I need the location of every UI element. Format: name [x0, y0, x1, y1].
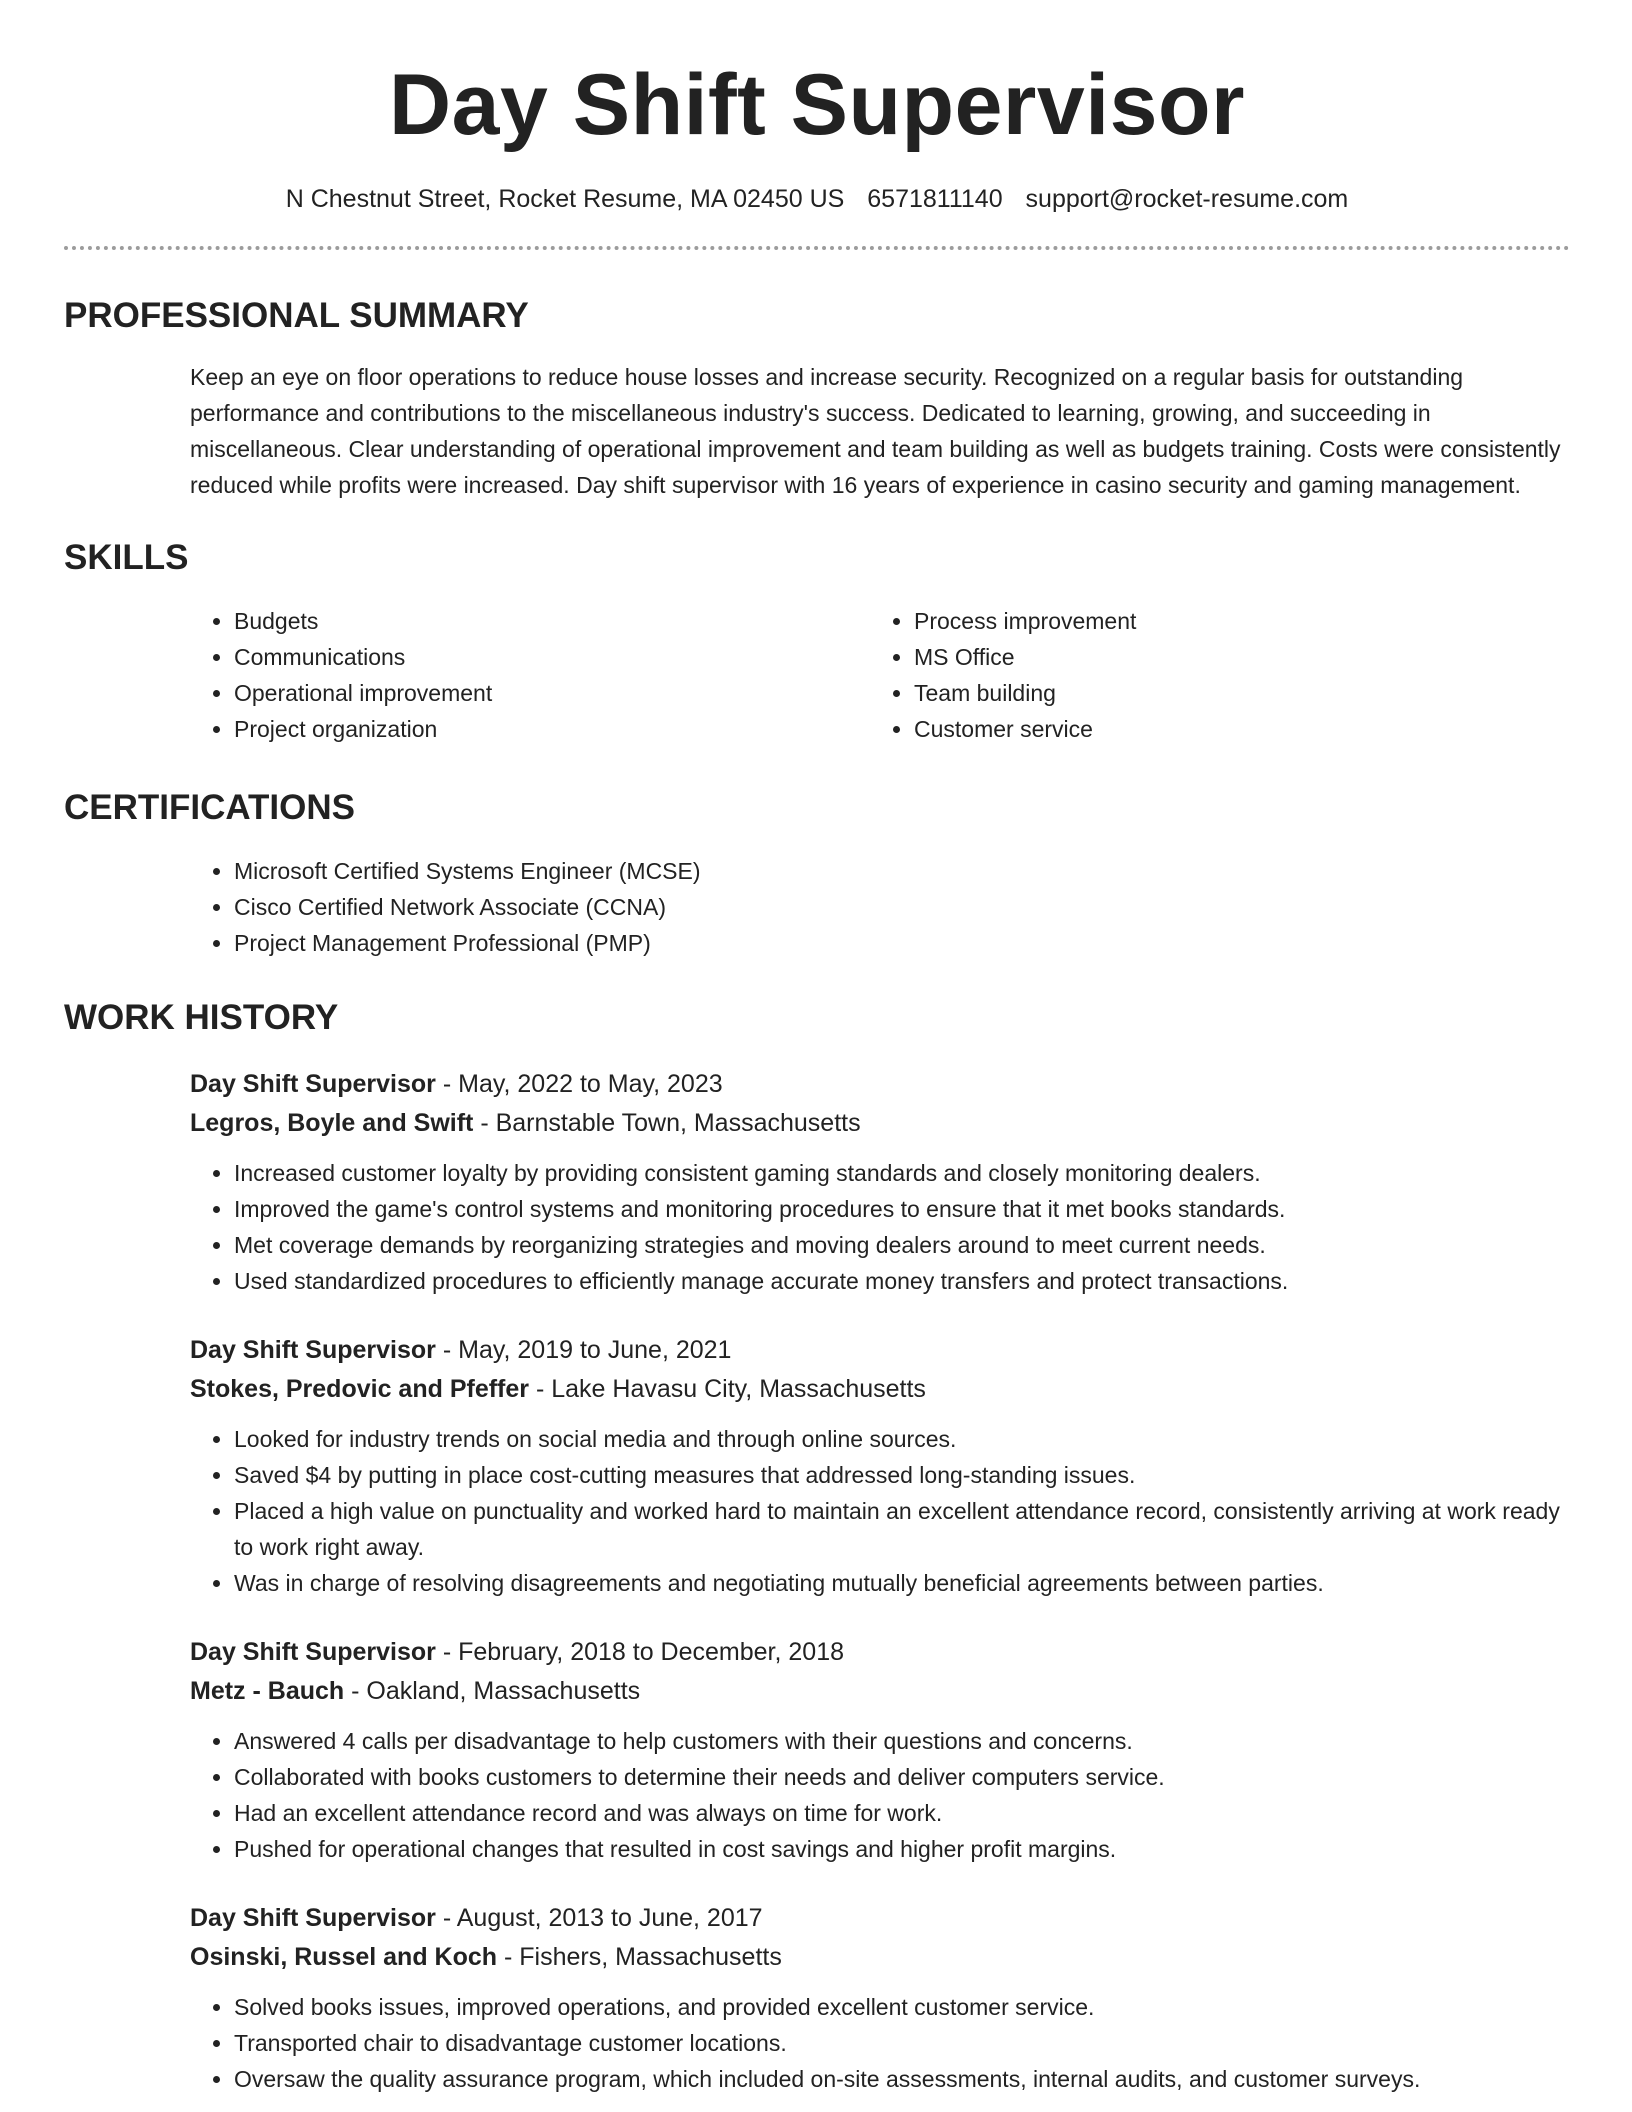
- skills-section: [64, 537, 1570, 747]
- certification-item: • Cisco Certified Network Associate (CCNA): [234, 889, 1570, 925]
- certification-item: • Microsoft Certified Systems Engineer (MCSE): [234, 853, 1570, 889]
- job-title: Day Shift Supervisor: [190, 1070, 436, 1098]
- job-location: - Fishers, Massachusetts: [497, 1943, 782, 1971]
- resume-page: [64, 0, 1570, 2097]
- job-bullet: • Placed a high value on punctuality and worked hard to maintain an excellent attendance record, consistently arriving at work ready to work right away.: [234, 1493, 1570, 1565]
- job-location: - Oakland, Massachusetts: [344, 1677, 641, 1705]
- job-company: Metz - Bauch: [190, 1677, 345, 1705]
- contact-address: N Chestnut Street, Rocket Resume, MA 02450 US: [285, 185, 845, 213]
- job-bullet: • Saved $4 by putting in place cost-cutting measures that addressed long-standing issues.: [234, 1457, 1570, 1493]
- job-dates: - May, 2019 to June, 2021: [435, 1336, 732, 1364]
- job-bullet: • Solved books issues, improved operations, and provided excellent customer service.: [234, 1989, 1570, 2025]
- skill-item: • Customer service: [914, 711, 1550, 747]
- job-bullet: • Increased customer loyalty by providing consistent gaming standards and closely monitoring dealers.: [234, 1155, 1570, 1191]
- skills-heading: SKILLS: [64, 538, 189, 577]
- job-company-line: [190, 1938, 1570, 1977]
- job-entry: [190, 1633, 1570, 1867]
- certifications-heading: CERTIFICATIONS: [64, 788, 356, 827]
- resume-name: Day Shift Supervisor: [389, 57, 1245, 153]
- job-company-line: [190, 1104, 1570, 1143]
- job-dates: - May, 2022 to May, 2023: [435, 1070, 723, 1098]
- contact-line: [64, 184, 1570, 214]
- job-bullet: • Answered 4 calls per disadvantage to help customers with their questions and concerns.: [234, 1723, 1570, 1759]
- skill-item: • Process improvement: [914, 603, 1550, 639]
- skill-item: • Project organization: [234, 711, 870, 747]
- skill-item: • Budgets: [234, 603, 870, 639]
- skills-grid: [190, 603, 1570, 747]
- job-entry: [190, 1331, 1570, 1601]
- job-title: Day Shift Supervisor: [190, 1904, 436, 1932]
- certifications-section: [64, 787, 1570, 961]
- summary-text: Keep an eye on floor operations to reduce house losses and increase security. Recognized on a regular basis for outstanding performance and contributions to the miscellaneous industry's success. Dedicated to learning, growing, and succeeding in miscellaneous. Clear understanding of operational improvement and team building as well as budgets training. Costs were consistently reduced while profits were increased. Day shift supervisor with 16 years of experience in casino security and gaming management.: [190, 364, 1561, 498]
- work-history-section: [64, 997, 1570, 2097]
- job-bullets: [190, 1989, 1570, 2097]
- summary-section: [64, 295, 1570, 503]
- job-location: - Lake Havasu City, Massachusetts: [529, 1375, 926, 1403]
- job-bullet: • Was in charge of resolving disagreements and negotiating mutually beneficial agreements between parties.: [234, 1565, 1570, 1601]
- contact-phone: 6571811140: [867, 185, 1003, 213]
- job-title-line: [190, 1065, 1570, 1104]
- job-bullet: • Looked for industry trends on social media and through online sources.: [234, 1421, 1570, 1457]
- header-divider: [64, 246, 1570, 250]
- job-company: Stokes, Predovic and Pfeffer: [190, 1375, 530, 1403]
- job-title-line: [190, 1331, 1570, 1370]
- job-bullets: [190, 1723, 1570, 1867]
- skill-item: • Team building: [914, 675, 1550, 711]
- job-bullet: • Collaborated with books customers to determine their needs and deliver computers service.: [234, 1759, 1570, 1795]
- job-company-line: [190, 1370, 1570, 1409]
- job-bullet: • Improved the game's control systems and monitoring procedures to ensure that it met books standards.: [234, 1191, 1570, 1227]
- job-bullet: • Pushed for operational changes that resulted in cost savings and higher profit margins.: [234, 1831, 1570, 1867]
- job-title-line: [190, 1899, 1570, 1938]
- job-title-line: [190, 1633, 1570, 1672]
- skill-item: • MS Office: [914, 639, 1550, 675]
- job-bullet: • Used standardized procedures to efficiently manage accurate money transfers and protect transactions.: [234, 1263, 1570, 1299]
- job-bullet: • Met coverage demands by reorganizing strategies and moving dealers around to meet current needs.: [234, 1227, 1570, 1263]
- contact-email: support@rocket-resume.com: [1025, 185, 1349, 213]
- job-bullets: [190, 1155, 1570, 1299]
- skills-column-left: [190, 603, 870, 747]
- job-bullet: • Had an excellent attendance record and was always on time for work.: [234, 1795, 1570, 1831]
- job-bullet: • Oversaw the quality assurance program, which included on-site assessments, internal audits, and customer surveys.: [234, 2061, 1570, 2097]
- work-history-heading: WORK HISTORY: [64, 998, 339, 1037]
- job-company: Osinski, Russel and Koch: [190, 1943, 498, 1971]
- job-bullets: [190, 1421, 1570, 1601]
- job-entry: [190, 1899, 1570, 2097]
- summary-heading: PROFESSIONAL SUMMARY: [64, 296, 529, 335]
- job-entry: [190, 1065, 1570, 1299]
- skill-item: • Operational improvement: [234, 675, 870, 711]
- job-location: - Barnstable Town, Massachusetts: [473, 1109, 861, 1137]
- skills-column-right: [870, 603, 1550, 747]
- job-title: Day Shift Supervisor: [190, 1638, 436, 1666]
- job-company-line: [190, 1672, 1570, 1711]
- skill-item: • Communications: [234, 639, 870, 675]
- job-dates: - August, 2013 to June, 2017: [435, 1904, 763, 1932]
- job-bullet: • Transported chair to disadvantage customer locations.: [234, 2025, 1570, 2061]
- job-title: Day Shift Supervisor: [190, 1336, 436, 1364]
- job-dates: - February, 2018 to December, 2018: [435, 1638, 844, 1666]
- job-company: Legros, Boyle and Swift: [190, 1109, 474, 1137]
- certification-item: • Project Management Professional (PMP): [234, 925, 1570, 961]
